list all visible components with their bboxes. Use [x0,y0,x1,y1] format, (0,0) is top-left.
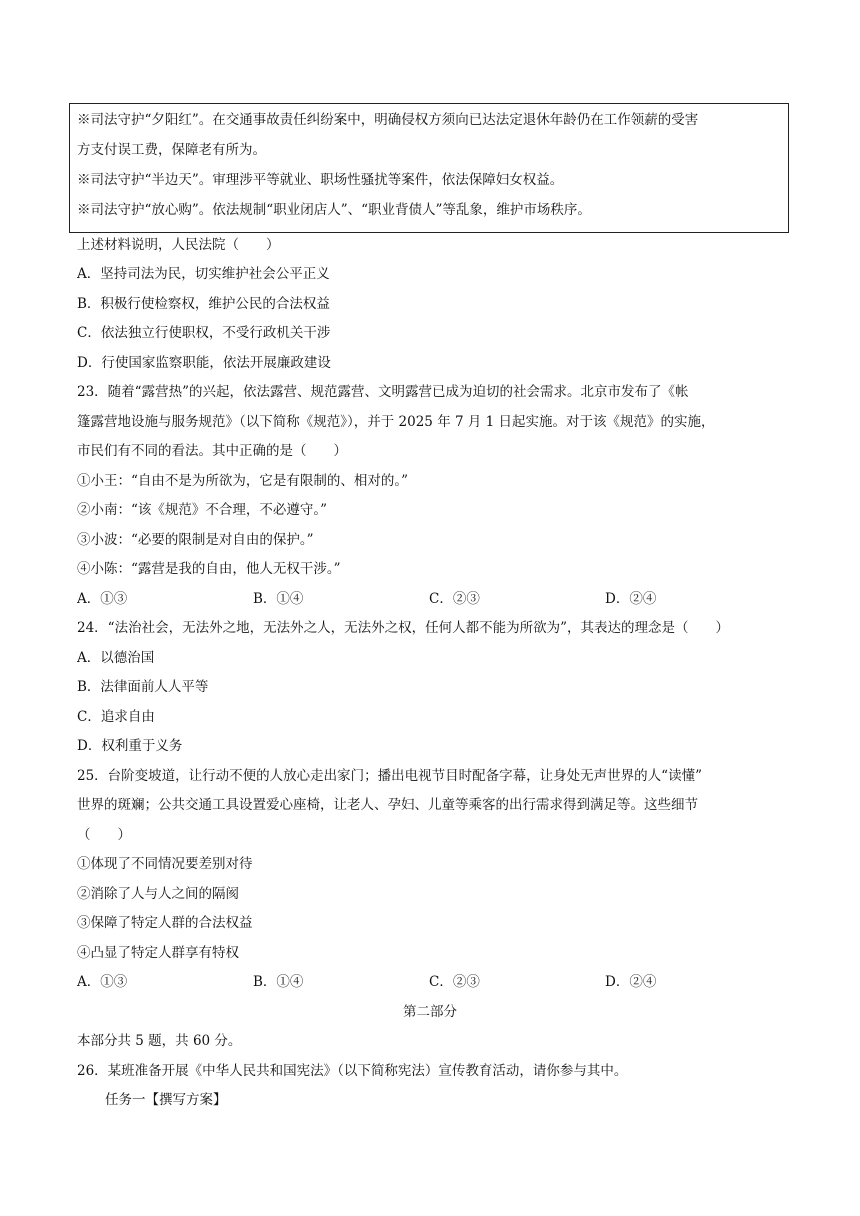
q23-choice-b: B．①④ [253,591,304,607]
q25-stem-line: （ ） [77,827,131,843]
q23-choice-c: C．②③ [429,591,480,607]
q23-stem-line: 篷露营地设施与服务规范》（以下简称《规范》），并于 2025 年 7 月 1 日起实施。对于该《规范》的实施， [77,414,715,430]
q26-task: 任务一【撰写方案】 [105,1092,227,1108]
q23-statement: ①小王：“自由不是为所欲为，它是有限制的、相对的。” [77,473,409,489]
q22-option-b: B．积极行使检察权，维护公民的合法权益 [77,296,330,312]
q23-stem-line: 23．随着“露营热”的兴起，依法露营、规范露营、文明露营已成为迫切的社会需求。北京市发布了《帐 [77,384,689,400]
q22-option-c: C．依法独立行使职权，不受行政机关干涉 [77,325,331,341]
q22-stem: 上述材料说明，人民法院（ ） [77,237,280,253]
part2-intro: 本部分共 5 题，共 60 分。 [77,1033,242,1049]
q24-option-c: C．追求自由 [77,709,155,725]
q25-statement: ④凸显了特定人群享有特权 [77,945,239,961]
material-line: ※司法守护“放心购”。依法规制“职业闭店人”、“职业背债人”等乱象，维护市场秩序。 [77,202,591,218]
q23-statement: ②小南：“该《规范》不合理，不必遵守。” [77,502,328,518]
q26-stem: 26．某班准备开展《中华人民共和国宪法》（以下简称宪法）宣传教育活动，请你参与其中。 [77,1063,628,1079]
q25-stem-line: 世界的斑斓；公共交通工具设置爱心座椅，让老人、孕妇、儿童等乘客的出行需求得到满足等。这些细节 [77,797,698,813]
q24-option-d: D．权利重于义务 [77,738,183,754]
q23-stem-line: 市民们有不同的看法。其中正确的是（ ） [77,443,347,459]
q25-choice-d: D．②④ [605,974,657,990]
material-box [69,103,789,233]
material-line: ※司法守护“半边天”。审理涉平等就业、职场性骚扰等案件，依法保障妇女权益。 [77,172,564,188]
q22-option-a: A．坚持司法为民，切实维护社会公平正义 [77,266,330,282]
q23-choice-a: A．①③ [77,591,128,607]
q23-choice-d: D．②④ [605,591,657,607]
q25-choice-b: B．①④ [253,974,304,990]
part2-title: 第二部分 [403,1004,457,1020]
material-line: 方支付误工费，保障老有所为。 [77,142,266,158]
q24-option-b: B．法律面前人人平等 [77,679,209,695]
q24-stem: 24．“法治社会，无法外之地，无法外之人，无法外之权，任何人都不能为所欲为”，其表达的理念是（ ） [77,620,729,636]
q25-statement: ②消除了人与人之间的隔阂 [77,886,239,902]
q25-stem-line: 25．台阶变坡道，让行动不便的人放心走出家门；播出电视节目时配备字幕，让身处无声世界的人“读懂” [77,768,702,784]
material-line: ※司法守护“夕阳红”。在交通事故责任纠纷案中，明确侵权方须向已达法定退休年龄仍在工作领薪的受害 [77,112,699,128]
q22-option-d: D．行使国家监察职能，依法开展廉政建设 [77,355,331,371]
q25-choice-c: C．②③ [429,974,480,990]
q23-statement: ③小波：“必要的限制是对自由的保护。” [77,532,314,548]
q25-statement: ①体现了不同情况要差别对待 [77,856,253,872]
q25-statement: ③保障了特定人群的合法权益 [77,915,253,931]
q24-option-a: A．以德治国 [77,650,155,666]
q23-statement: ④小陈：“露营是我的自由，他人无权干涉。” [77,561,341,577]
q25-choice-a: A．①③ [77,974,128,990]
